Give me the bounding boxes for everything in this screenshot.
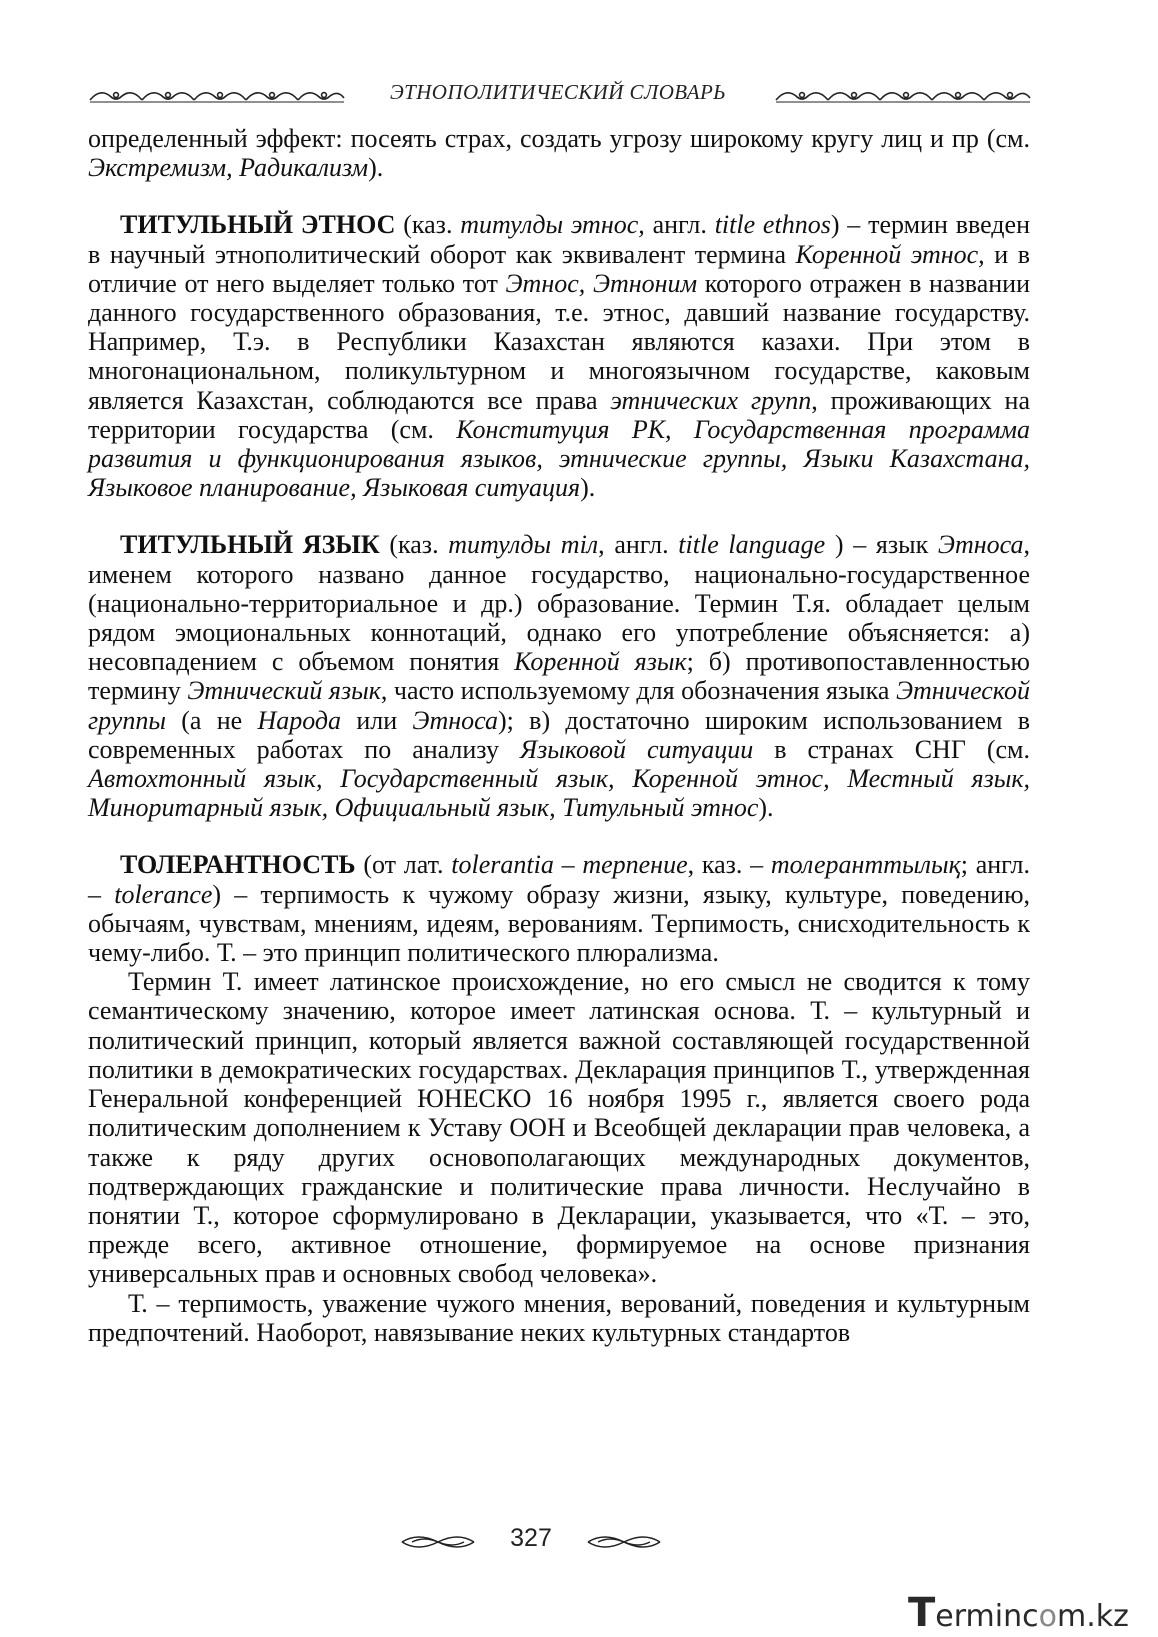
kazakh-term: толеранттылық	[770, 850, 961, 880]
header-ornament-right	[774, 86, 1032, 106]
cross-reference: Экстремизм, Радикализм	[88, 153, 369, 183]
text-span: ; б) противопоставленностью термину	[88, 647, 1030, 706]
text-span: определенный эффект: посеять страх, создать угрозу широкому кругу лиц и пр (см.	[88, 124, 1030, 153]
entry-titular-ethnos	[88, 210, 1030, 502]
magnifier-icon: o	[1038, 1599, 1057, 1634]
tolerance-paragraph-2: Термин Т. имеет латинское происхождение, но его смысл не сводится к тому семантическому значению, которое имеет латинская основа. Т. – культурный и политический принцип, который является важной составляющей государственной политики в демократических государствах. Декларация принципов Т., утвержденная Генеральной конференцией ЮНЕСКО 16 ноября 1995 г., является своего рода политическим дополнением к Уставу ООН и Всеобщей декларации прав человека, а также к ряду других основополагающих международных документов, подтверждающих гражданские и политические права личности. Неслучайно в понятии Т., которое сформулировано в Декларации, указывается, что «Т. – это, прежде всего, активное отношение, формируемое на основе признания универсальных прав и основных свобод человека».	[88, 967, 1030, 1289]
text-span: ,	[578, 268, 593, 298]
cross-reference: Этнической группы	[88, 676, 1030, 735]
kazakh-term: титулды тіл	[448, 530, 599, 560]
headword: ТИТУЛЬНЫЙ ЭТНОС	[120, 210, 396, 240]
text-span: (каз.	[379, 530, 449, 560]
cross-reference: Этнический язык	[187, 676, 381, 706]
text-span: англ.	[644, 210, 715, 240]
header-ornament-left	[88, 86, 346, 106]
watermark-logo	[908, 1590, 1148, 1636]
cross-reference: Коренной этнос,	[795, 239, 985, 269]
footer-ornament-right	[584, 1530, 664, 1554]
page-footer	[398, 1524, 720, 1560]
text-span: и в отличие от него выделяет только тот	[88, 239, 1030, 298]
text-span: ) – термин введен в научный этнополитический оборот как эквивалент термина	[88, 210, 1030, 269]
text-span: , проживающих на территории государства (см.	[88, 385, 1030, 444]
cross-reference: Автохтонный язык, Государственный язык, Коренной этнос, Местный язык, Миноритарный язык, Официальный язык, Титульный этнос	[88, 764, 1030, 823]
header-title: ЭТНОПОЛИТИЧЕСКИЙ СЛОВАРЬ	[390, 80, 726, 104]
page-number: 327	[510, 1524, 552, 1552]
text-span: (а не	[165, 705, 258, 735]
text-body	[88, 124, 1030, 1347]
entry-titular-language	[88, 530, 1030, 822]
cross-reference: Конституция РК, Государственная программа развития и функционирования языков, этнические группы, Языки Казахстана, Языковое планирование, Языковая ситуация	[88, 414, 1031, 503]
cross-reference: Этноса	[412, 705, 498, 735]
headword: ТИТУЛЬНЫЙ ЯЗЫК	[120, 530, 380, 560]
english-term: title ethnos	[714, 210, 831, 240]
kazakh-term: титулды этнос,	[460, 210, 645, 240]
watermark-text: m.kz	[1057, 1599, 1129, 1634]
text-span: в странах СНГ (см.	[753, 734, 1031, 764]
cross-reference: Коренной язык	[514, 647, 687, 677]
intro-paragraph	[88, 124, 1030, 182]
text-span: ).	[368, 153, 384, 183]
cross-reference: Языковой ситуации	[520, 734, 754, 764]
text-span: которого отражен в названии данного государственного образования, т.е. этнос, давший название государству. Например, Т.э. в Республики Казахстан являются казахи. При этом в многонациональном, поликультурном и многоязычном государстве, каковым является Казахстан, соблюдаются все права	[88, 268, 1030, 415]
text-span: ).	[580, 473, 596, 503]
text-span: ; англ. –	[88, 850, 1030, 909]
latin-term: tolerantia – терпение	[451, 850, 688, 880]
english-term: tolerance	[114, 879, 213, 909]
page	[88, 76, 1030, 1616]
headword: ТОЛЕРАНТНОСТЬ	[120, 850, 356, 880]
text-span: , часто используемому для обозначения языка	[380, 676, 896, 706]
tolerance-paragraph-3: Т. – терпимость, уважение чужого мнения, верований, поведения и культурным предпочтений. Наоборот, навязывание неких культурных стандартов	[88, 1288, 1030, 1347]
watermark-text: erminc	[935, 1599, 1039, 1634]
entry-tolerance	[88, 850, 1030, 967]
text-span: ) – терпимость к чужому образу жизни, языку, культуре, поведению, обычаям, чувствам, мнениям, идеям, верованиям. Терпимость, снисходительность к чему-либо. Т. – это принцип политического плюрализма.	[88, 879, 1030, 968]
text-span: , англ.	[598, 530, 679, 560]
text-span: , каз. –	[687, 850, 771, 880]
watermark-letter: T	[908, 1590, 936, 1636]
cross-reference: Этноним	[592, 268, 698, 298]
text-span: , именем которого названо данное государство, национально-государственное (национально-территориальное и др.) образование. Термин Т.я. обладает целым рядом эмоциональных коннотаций, однако его употребление объясняется: а) несовпадением с объемом понятия	[88, 530, 1030, 677]
running-header	[88, 76, 1030, 118]
text-span: ) – язык	[825, 530, 938, 560]
text-span: ).	[758, 793, 774, 823]
english-term: title language	[678, 530, 826, 560]
text-span: или	[341, 705, 413, 735]
text-span: (каз.	[395, 210, 461, 240]
footer-ornament-left	[398, 1530, 478, 1554]
text-span: (от лат.	[355, 850, 452, 880]
cross-reference: Этнос	[505, 268, 579, 298]
cross-reference: Народа	[257, 705, 342, 735]
cross-reference: этнических групп	[610, 385, 812, 415]
text-span: ); в) достаточно широким использованием в современных работах по анализу	[88, 705, 1030, 764]
cross-reference: Этноса	[937, 530, 1024, 560]
